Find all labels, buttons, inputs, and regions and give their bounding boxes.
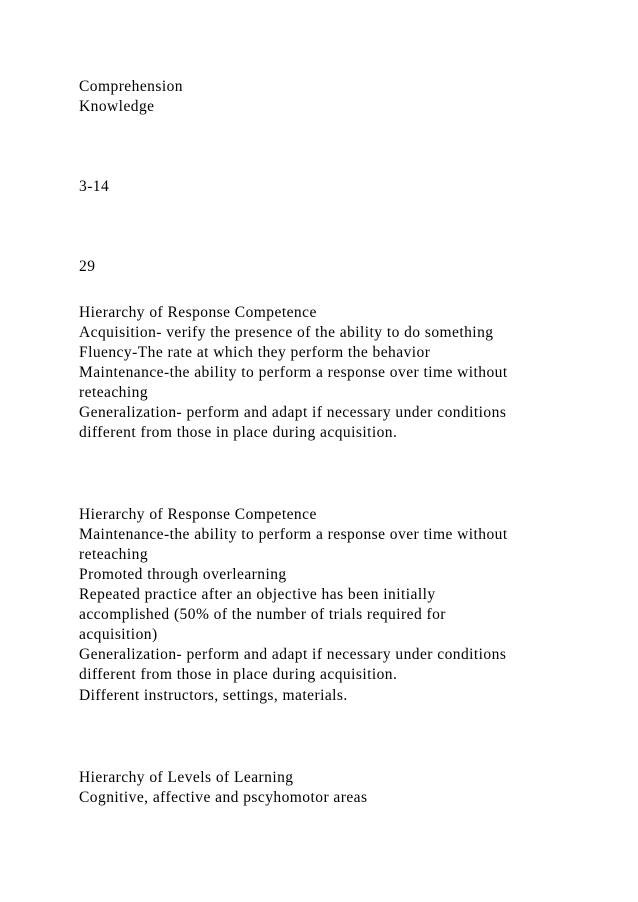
text-line: Knowledge <box>79 98 155 115</box>
section-heading: Hierarchy of Levels of Learning <box>79 769 294 786</box>
text-line: Promoted through overlearning <box>79 566 287 583</box>
text-line: Repeated practice after an objective has been initially <box>79 586 436 603</box>
text-line: Maintenance-the ability to perform a response over time without <box>79 364 508 381</box>
text-line: reteaching <box>79 384 149 401</box>
text-line: Cognitive, affective and pscyhomotor areas <box>79 789 368 806</box>
text-line: reteaching <box>79 546 149 563</box>
text-line: Comprehension <box>79 78 184 95</box>
text-line: Generalization- perform and adapt if necessary under conditions <box>79 404 507 421</box>
text-line: different from those in place during acquisition. <box>79 424 398 441</box>
text-line: Different instructors, settings, materials. <box>79 687 348 704</box>
text-line: Generalization- perform and adapt if necessary under conditions <box>79 646 507 663</box>
page-number: 3-14 <box>79 178 110 195</box>
text-line: Fluency-The rate at which they perform the behavior <box>79 344 431 361</box>
text-line: acquisition) <box>79 626 158 643</box>
text-line: different from those in place during acquisition. <box>79 666 398 683</box>
section-heading: Hierarchy of Response Competence <box>79 304 317 321</box>
text-line: Acquisition- verify the presence of the ability to do something <box>79 324 494 341</box>
section-heading: Hierarchy of Response Competence <box>79 506 317 523</box>
text-line: Maintenance-the ability to perform a response over time without <box>79 526 508 543</box>
text-line: accomplished (50% of the number of trials required for <box>79 606 446 623</box>
slide-number: 29 <box>79 258 96 275</box>
